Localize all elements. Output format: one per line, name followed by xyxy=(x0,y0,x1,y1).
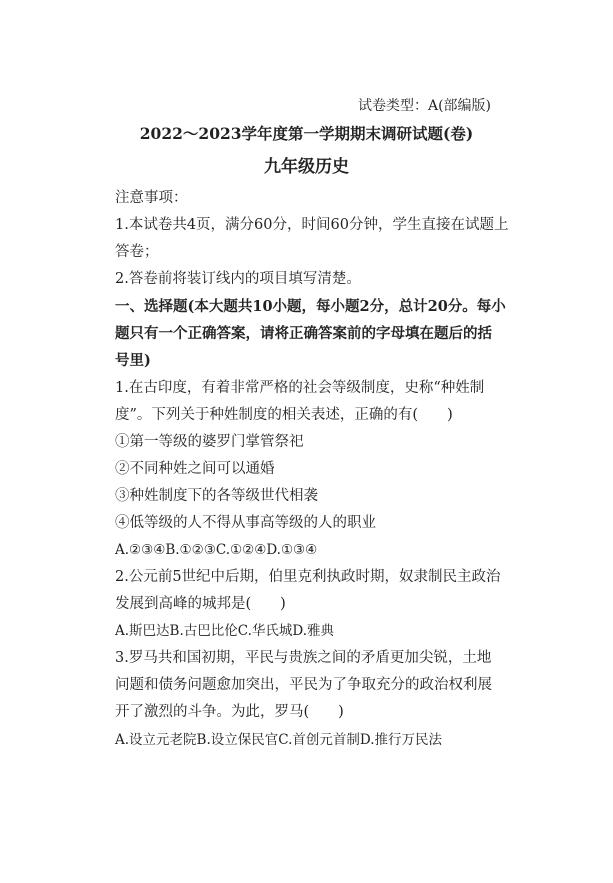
question-options: A.设立元老院B.设立保民官C.首创元首制D.推行万民法 xyxy=(115,732,443,748)
question-stem: 3.罗马共和国初期，平民与贵族之间的矛盾更加尖锐，土地 xyxy=(115,650,492,666)
question-stem: 度”。下列关于种姓制度的相关表述，正确的有( ) xyxy=(115,407,453,423)
subject-title: 九年级历史 xyxy=(264,157,349,177)
question-stem: 1.在古印度，有着非常严格的社会等级制度，史称“种姓制 xyxy=(115,380,485,396)
notes-line: 答卷； xyxy=(115,244,159,260)
question-options: A.②③④B.①②③C.①②④D.①③④ xyxy=(115,542,318,558)
section-heading: 号里) xyxy=(115,352,151,369)
question-statement: ①第一等级的婆罗门掌管祭祀 xyxy=(115,434,304,450)
question-stem: 发展到高峰的城邦是( ) xyxy=(115,596,286,612)
question-stem: 开了激烈的斗争。为此，罗马( ) xyxy=(115,704,344,720)
exam-title: 2022～2023学年度第一学期期末调研试题(卷) xyxy=(139,124,474,143)
question-stem: 问题和债务问题愈加突出，平民为了争取充分的政治权利展 xyxy=(115,677,492,693)
paper-type: 试卷类型：A(部编版) xyxy=(357,98,491,114)
question-statement: ③种姓制度下的各等级世代相袭 xyxy=(115,488,318,504)
question-statement: ④低等级的人不得从事高等级的人的职业 xyxy=(115,515,376,531)
question-options: A.斯巴达B.古巴比伦C.华氏城D.雅典 xyxy=(115,623,335,639)
question-stem: 2.公元前5世纪中后期，伯里克利执政时期，奴隶制民主政治 xyxy=(115,569,501,585)
question-statement: ②不同种姓之间可以通婚 xyxy=(115,461,275,477)
notes-line: 2.答卷前将装订线内的项目填写清楚。 xyxy=(115,271,361,287)
section-heading: 题只有一个正确答案，请将正确答案前的字母填在题后的括 xyxy=(115,325,492,342)
notes-heading: 注意事项： xyxy=(115,190,188,206)
notes-line: 1.本试卷共4页，满分60分，时间60分钟，学生直接在试题上 xyxy=(115,217,509,233)
section-heading: 一、选择题(本大题共10小题，每小题2分，总计20分。每小 xyxy=(115,298,506,315)
